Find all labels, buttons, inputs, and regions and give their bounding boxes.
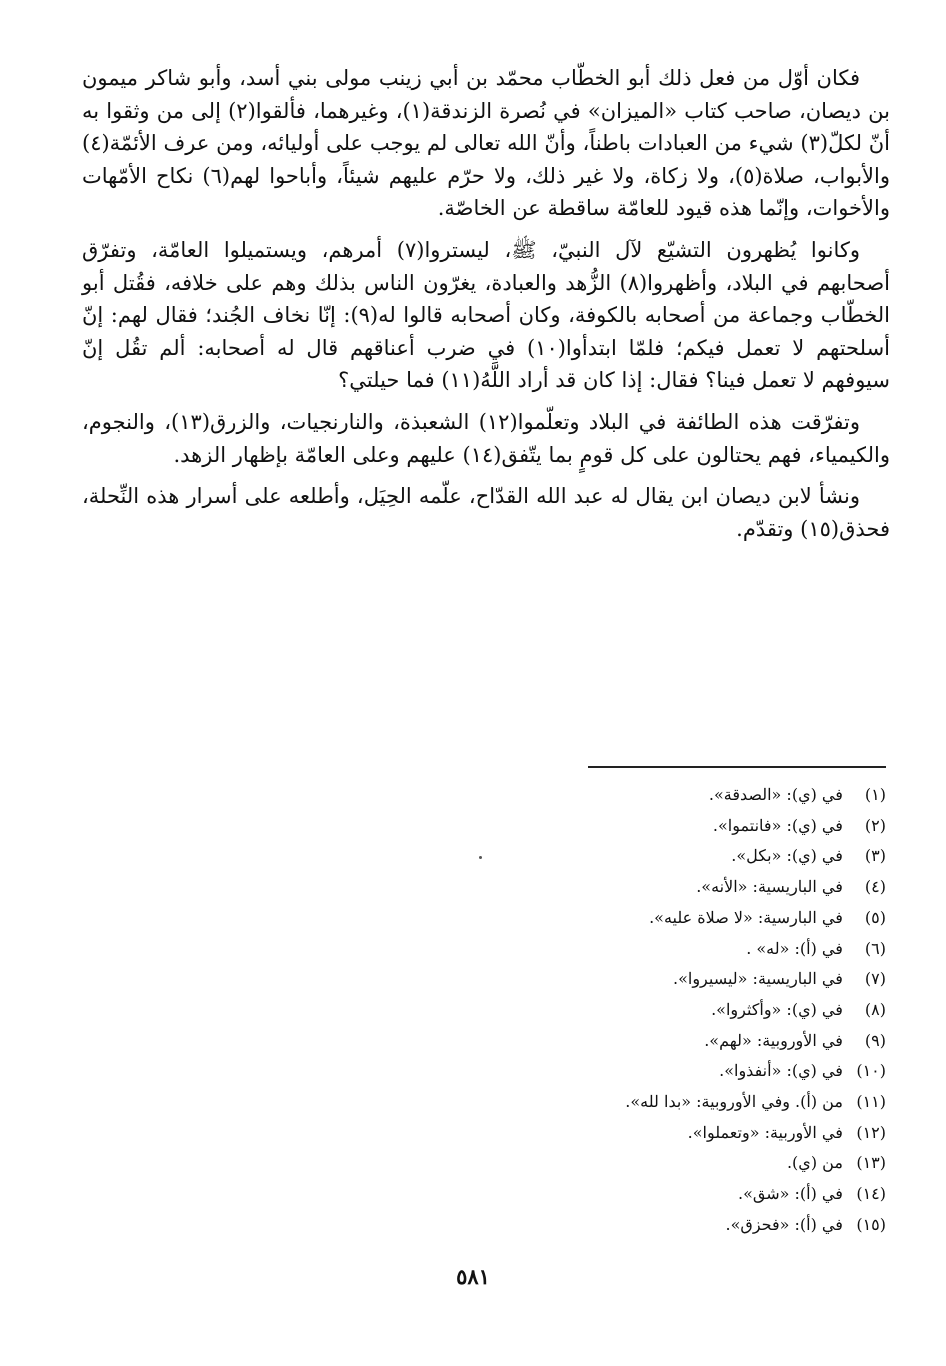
footnote-item — [340, 1087, 886, 1118]
footnote-text: في (ي): «الصدقة». — [708, 785, 843, 804]
body-paragraph: وكانوا يُظهرون التشيّع لآل النبيّ، ﷺ، ليستروا(٧) أمرهم، ويستميلوا العامّة، وتفرّق أصحابهم في البلاد، وأظهروا(٨) الزُّهد والعبادة، يغرّون الناس بذلك وهم على خلافه، فقُتل أبو الخطّاب وجماعة من أصحابه بالكوفة، وكان أصحابه قالوا له(٩): إنّا نخاف الجُند؛ فقال لهم: إنّ أسلحتهم لا تعمل فيكم؛ فلمّا ابتدأوا(١٠) في ضرب أعناقهم قال له أصحابه: ألم تقُل إنّ سيوفهم لا تعمل فينا؟ فقال: إذا كان قد أراد اللَّهُ(١١) فما حيلتي؟ — [82, 237, 890, 393]
footnote-divider — [588, 766, 886, 768]
footnote-item — [340, 841, 886, 872]
footnote-number: (٥) — [864, 907, 886, 927]
footnote-text: في الأوروبية: «لهم». — [704, 1030, 843, 1050]
footnote-item — [340, 1056, 886, 1087]
footnotes-list — [340, 780, 886, 1241]
footnote-text: في الباريسية: «ليسيروا». — [673, 969, 843, 989]
footnote-number: (٨) — [864, 999, 886, 1019]
footnote-item — [340, 1210, 886, 1241]
footnote-number: (١٥) — [856, 1214, 886, 1234]
footnote-text: في (أ): «شق». — [738, 1184, 843, 1204]
body-paragraph: ونشأ لابن ديصان ابن يقال له عبد الله القدّاح، علّمه الحِيَل، وأطلعه على أسرار هذه النِّحلة، فحذق(١٥) وتقدّم. — [82, 484, 890, 541]
footnote-text: في (أ): «فحزق». — [725, 1214, 843, 1234]
body-paragraph: فكان أوّل من فعل ذلك أبو الخطّاب محمّد بن أبي زينب مولى بني أسد، وأبو شاكر ميمون بن ديصان، صاحب كتاب «الميزان» في نُصرة الزندقة(١)، وغيرهما، فألقوا(٢) إلى من وثقوا به أنّ لكلّ(٣) شيء من العبادات باطناً، وأنّ الله تعالى لم يوجب على أوليائه، ومن عرف الأئمّة(٤) والأبواب، صلاة(٥)، ولا زكاة، ولا غير ذلك، ولا حرّم عليهم شيئاً، وأباحوا لهم(٦) نكاح الأمّهات والأخوات، وإنّما هذه قيود للعامّة ساقطة عن الخاصّة. — [82, 66, 891, 221]
footnote-item — [340, 811, 886, 842]
footnote-text: في (ي): «فانتموا». — [712, 815, 843, 835]
footnote-number: (١٣) — [856, 1153, 886, 1173]
footnote-number: (٢) — [864, 815, 886, 835]
main-text — [82, 62, 890, 554]
footnote-number: (١٢) — [856, 1122, 886, 1142]
footnote-item — [340, 934, 886, 965]
footnote-number: (٤) — [864, 877, 886, 897]
footnote-number: (١) — [864, 785, 886, 804]
footnote-item — [340, 1118, 886, 1149]
footnote-item — [340, 780, 886, 811]
footnote-text: في الباريسية: «الأنه». — [696, 877, 843, 897]
footnote-number: (٧) — [864, 969, 886, 989]
footnote-item — [340, 1148, 886, 1179]
footnote-item — [340, 872, 886, 903]
footnote-number: (٦) — [864, 938, 886, 958]
footnote-number: (١٠) — [856, 1061, 886, 1081]
footnote-item — [340, 1179, 886, 1210]
scan-speck — [479, 856, 482, 859]
footnote-number: (٩) — [864, 1030, 886, 1050]
body-paragraph: وتفرّقت هذه الطائفة في البلاد وتعلّموا(١٢) الشعبذة، والنارنجيات، والزرق(١٣)، والنجوم، والكيمياء، فهم يحتالون على كل قومٍ بما يتّفق(١٤) عليهم وعلى العامّة بإظهار الزهد. — [82, 409, 890, 467]
footnote-text: في البارسية: «لا صلاة عليه». — [649, 907, 843, 927]
footnote-item — [340, 1026, 886, 1057]
footnote-text: في (ي): «وأكثروا». — [711, 999, 843, 1019]
footnote-text: في (أ): «له» . — [746, 938, 843, 958]
page-number: ٥٨١ — [456, 1264, 490, 1289]
footnote-text: من (ي). — [786, 1153, 843, 1173]
footnote-item — [340, 903, 886, 934]
footnote-number: (١٤) — [856, 1184, 886, 1204]
footnote-text: في (ي): «بكل». — [731, 846, 843, 866]
footnote-item — [340, 964, 886, 995]
footnote-item — [340, 995, 886, 1026]
footnote-number: (١١) — [856, 1092, 886, 1112]
footnote-text: في الأوربية: «وتعملوا». — [687, 1122, 843, 1142]
footnote-text: في (ي): «أنفذوا». — [719, 1061, 843, 1081]
footnote-text: من (أ). وفي الأوروبية: «بدا لله». — [625, 1092, 843, 1112]
footnote-number: (٣) — [864, 846, 886, 866]
